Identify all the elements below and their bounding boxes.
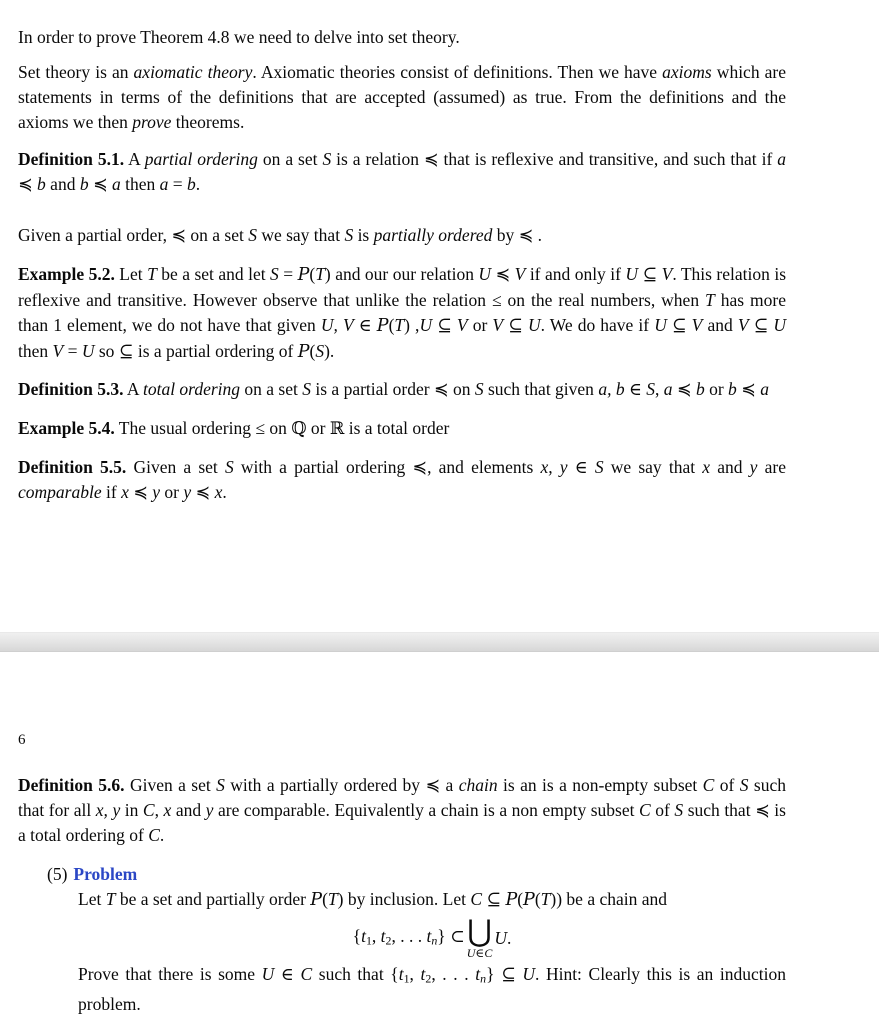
page-2 [0,728,879,1017]
problem-formula [78,914,786,960]
definition-5-5: Definition 5.5. Given a set S with a partial ordering ≼, and elements x, y ∈ S we say that x and y are comparable if x ≼ y or y ≼ x. [18,457,786,502]
problem-statement-1: Let T be a set and partially order P(T) by inclusion. Let C ⊆ P(P(T)) be a chain and [78,889,667,910]
problem-section [18,862,786,1017]
union-symbol-icon: ⋃ [467,914,492,949]
definition-5-3: Definition 5.3. A total ordering on a set S is a partial order ≼ on S such that given a, b ∈ S, a ≼ b or b ≼ a [18,379,769,399]
paragraph-partially-ordered: Given a partial order, ≼ on a set S we say that S is partially ordered by ≼ . [18,225,543,245]
page-divider [0,632,879,652]
paragraph-set-theory: Set theory is an axiomatic theory. Axiomatic theories consist of definitions. Then we have axioms which are statements in terms of the definitions that are accepted (assumed) as true. From the definitions and the axioms we then prove theorems. [18,62,787,132]
page-number: 6 [18,732,26,748]
problem-body [78,887,786,1017]
union-subscript: U∈C [466,946,493,960]
definition-5-6: Definition 5.6. Given a set S with a partially ordered by ≼ a chain is an is a non-empty subset C of S such that for all x, y in C, x and y are comparable. Equivalently a chain is a non empty subset C of S such that ≼ is a total ordering of C. [18,775,787,845]
problem-title: Problem [73,864,138,884]
problem-head [47,862,786,887]
formula-right-side: U. [494,928,512,948]
problem-statement-2: Prove that there is some U ∈ C such that {$t_1$, $t_2$, . . . $t_n$} ⊆ U. Hint: Clearly this is an induction problem. [78,964,787,1014]
problem-item-number: (5) [47,864,68,884]
example-5-4: Example 5.4. The usual ordering ≤ on ℚ or ℝ is a total order [18,418,450,438]
formula-left-side: {$t_1$, $t_2$, . . . $t_n$} ⊂ [352,925,465,948]
union-operator [466,914,493,960]
paragraph-intro: In order to prove Theorem 4.8 we need to delve into set theory. [18,27,460,47]
example-5-2: Example 5.2. Let T be a set and let S = P(T) and our our relation U ≼ V if and only if U ⊆ V. This relation is reflexive and transitive. However observe that unlike the relation ≤ on the real numbers, when T has more than 1 element, we do not have that given U, V ∈ P(T) ,U ⊆ V or V ⊆ U. We do have if U ⊆ V and V ⊆ U then V = U so ⊆ is a partial ordering of P(S). [18,264,787,362]
definition-5-1: Definition 5.1. A partial ordering on a set S is a relation ≼ that is reflexive and transitive, and such that if a ≼ b and b ≼ a then a = b. [18,149,786,194]
